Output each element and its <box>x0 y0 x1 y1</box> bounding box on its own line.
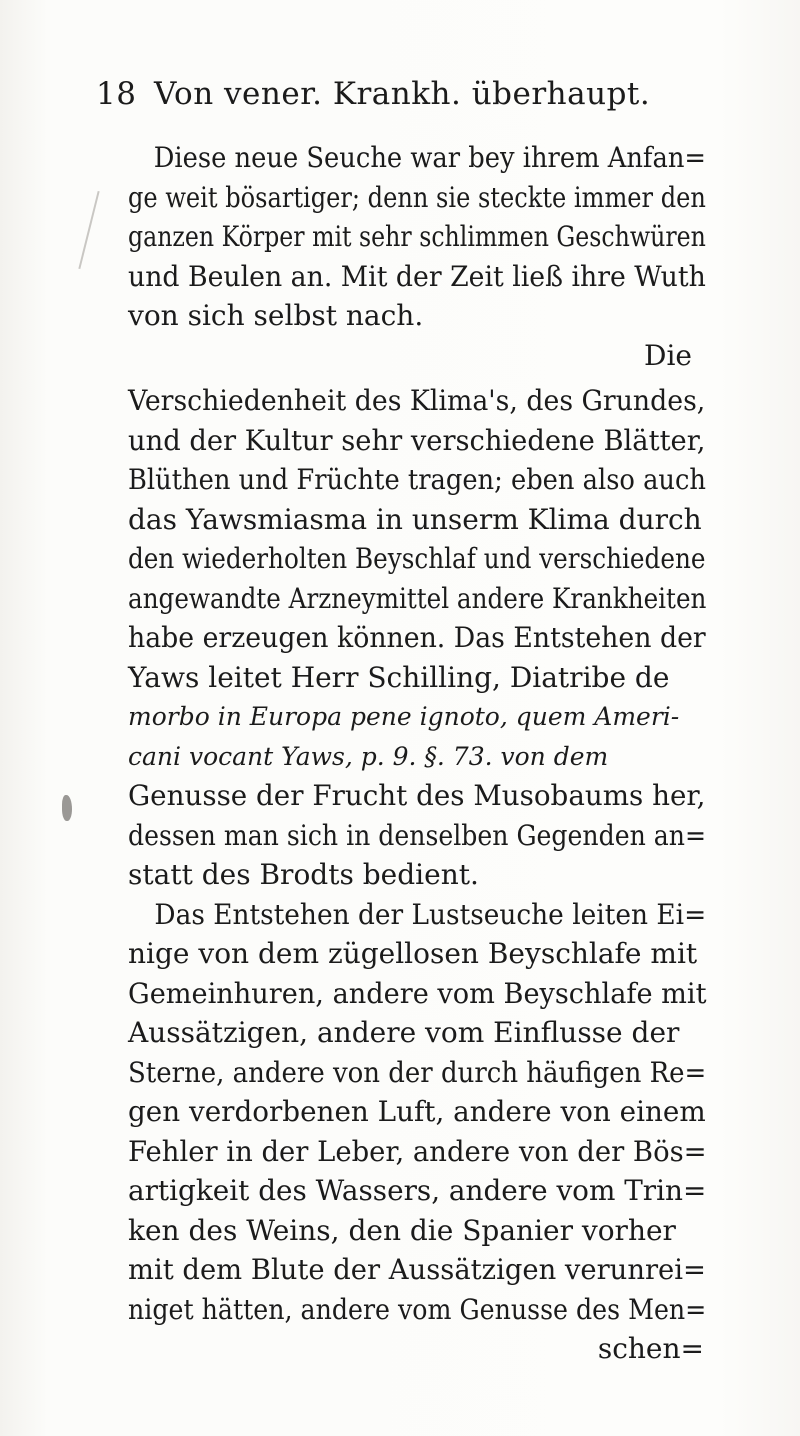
text-line: und Beulen an. Mit der Zeit ließ ihre Wuth <box>128 259 706 293</box>
latin-citation-line: morbo in Europa pene ignoto, quem Ameri- <box>128 702 680 731</box>
text-line: artigkeit des Wassers, andere vom Trin= <box>128 1174 707 1207</box>
text-line: Gemeinhuren, andere vom Beyschlafe mit <box>128 976 707 1010</box>
text-line: von sich selbst nach. <box>128 299 424 332</box>
text-line: Aussätzigen, andere vom Einflusse der <box>128 1016 680 1049</box>
ink-blot <box>62 795 72 821</box>
text-line: dessen man sich in denselben Gegenden an= <box>128 818 707 852</box>
text-line: mit dem Blute der Aussätzigen verunrei= <box>128 1253 706 1286</box>
text-line: Yaws leitet Herr Schilling, Diatribe de <box>128 660 670 694</box>
paragraph-3 <box>128 895 706 1369</box>
text-line: Das Entstehen der Lustseuche leiten Ei= <box>154 897 707 931</box>
text-line: statt des Brodts bedient. <box>128 858 479 891</box>
paragraph-1 <box>128 138 706 375</box>
text-line: ge weit bösartiger; denn sie steckte immer den <box>128 180 706 214</box>
catchword: Die <box>644 338 692 372</box>
paragraph-2 <box>128 381 706 895</box>
text-line: habe erzeugen können. Das Entstehen der <box>128 621 706 654</box>
running-title: Von vener. Krankh. überhaupt. <box>154 76 651 112</box>
text-line: Sterne, andere von der durch häufigen Re= <box>128 1055 707 1089</box>
latin-citation-line: cani vocant Yaws, p. 9. §. 73. von dem <box>128 741 609 771</box>
text-line: Verschiedenheit des Klima's, des Grundes, <box>128 384 706 417</box>
catchword: schen= <box>597 1332 704 1365</box>
text-line: den wiederholten Beyschlaf und verschiedene <box>128 542 706 575</box>
page-number: 18 <box>96 76 137 112</box>
text-line: Genusse der Frucht des Musobaums her, <box>128 779 706 812</box>
text-line: angewandte Arzneymittel andere Krankheiten <box>128 581 707 615</box>
text-line: Blüthen und Früchte tragen; eben also auch <box>128 463 706 496</box>
page-header <box>96 76 686 126</box>
text-line: Fehler in der Leber, andere von der Bös= <box>128 1134 707 1168</box>
text-line: niget hätten, andere vom Genusse des Men= <box>128 1292 707 1326</box>
text-line: nige von dem zügellosen Beyschlafe mit <box>128 937 698 970</box>
text-line: das Yawsmiasma in unserm Klima durch <box>128 502 702 536</box>
paper-scratch <box>78 191 99 269</box>
text-line: und der Kultur sehr verschiedene Blätter, <box>128 423 706 457</box>
text-line: ganzen Körper mit sehr schlimmen Geschwüren <box>128 220 706 253</box>
text-line: gen verdorbenen Luft, andere von einem <box>128 1095 706 1128</box>
page-body <box>128 138 706 1369</box>
text-line: ken des Weins, den die Spanier vorher <box>128 1213 676 1247</box>
text-line: Diese neue Seuche war bey ihrem Anfan= <box>153 141 706 174</box>
